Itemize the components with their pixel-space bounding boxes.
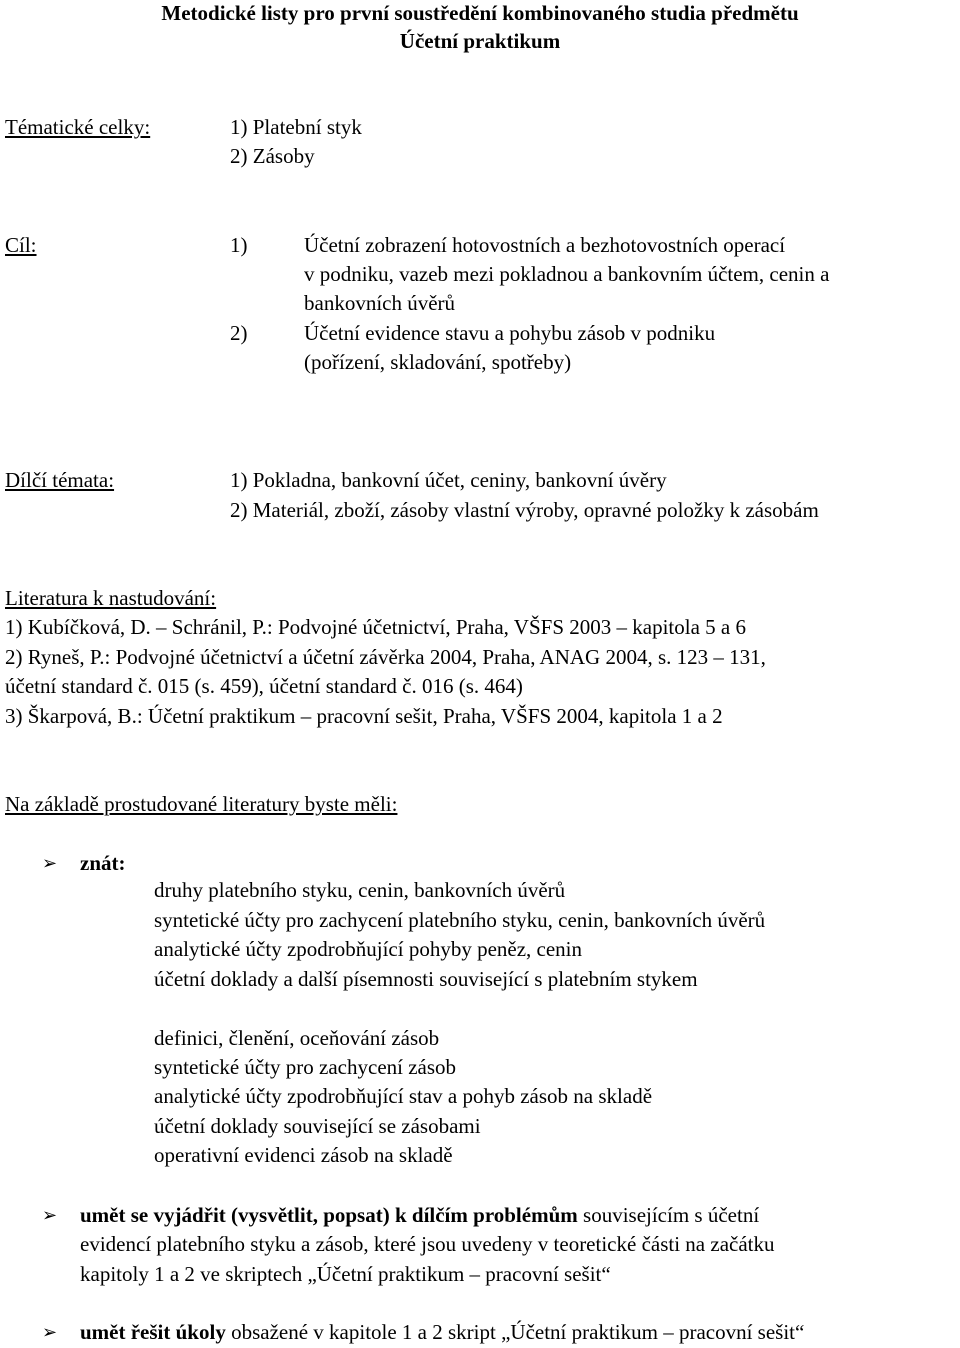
literature-line-4: 3) Škarpová, B.: Účetní praktikum – pracovní sešit, Praha, VŠFS 2004, kapitola 1 a 2 <box>5 704 723 728</box>
subtopic-1: 1) Pokladna, bankovní účet, ceniny, bankovní úvěry <box>230 468 667 492</box>
goal-2-line-2: (pořízení, skladování, spotřeby) <box>304 350 572 374</box>
goal-label: Cíl: <box>5 233 37 257</box>
literature-label: Literatura k nastudování: <box>5 586 217 610</box>
literature-line-2: 2) Ryneš, P.: Podvojné účetnictví a účetní závěrka 2004, Praha, ANAG 2004, s. 123 – 131, <box>5 645 766 669</box>
goal-2-line-1: Účetní evidence stavu a pohybu zásob v podniku <box>304 321 716 345</box>
literature-line-1: 1) Kubíčková, D. – Schránil, P.: Podvojné účetnictví, Praha, VŠFS 2003 – kapitola 5 a 6 <box>5 615 746 639</box>
goal-2-number: 2) <box>230 321 248 345</box>
arrowhead-bullet-icon: ➢ <box>42 1205 58 1225</box>
solve-bold: umět řešit úkoly <box>80 1320 226 1344</box>
subtopics-label: Dílčí témata: <box>5 468 115 492</box>
literature-line-3: účetní standard č. 015 (s. 459), účetní standard č. 016 (s. 464) <box>5 674 523 698</box>
know-item: operativní evidenci zásob na skladě <box>154 1143 453 1167</box>
solve-rest: obsažené v kapitole 1 a 2 skript „Účetní praktikum – pracovní sešit“ <box>225 1320 805 1344</box>
explain-bold: umět se vyjádřit (vysvětlit, popsat) k dílčím problémům <box>80 1203 578 1227</box>
goal-1-number: 1) <box>230 233 248 257</box>
know-item: definici, členění, oceňování zásob <box>154 1026 440 1050</box>
arrowhead-bullet-icon: ➢ <box>42 853 58 873</box>
solve-line <box>80 1318 804 1347</box>
explain-line-3: kapitoly 1 a 2 ve skriptech „Účetní praktikum – pracovní sešit“ <box>80 1262 611 1286</box>
know-item: syntetické účty pro zachycení platebního styku, cenin, bankovních úvěrů <box>154 908 766 932</box>
know-item: účetní doklady související se zásobami <box>154 1114 481 1138</box>
know-label: znát: <box>80 851 126 875</box>
subtopic-2: 2) Materiál, zboží, zásoby vlastní výroby, opravné položky k zásobám <box>230 498 819 522</box>
goal-1-line-2: v podniku, vazeb mezi pokladnou a bankovním účtem, cenin a <box>304 262 830 286</box>
know-item: druhy platebního styku, cenin, bankovních úvěrů <box>154 878 566 902</box>
explain-rest: souvisejícím s účetní <box>577 1203 760 1227</box>
thematic-unit-1: 1) Platební styk <box>230 115 362 139</box>
title-line-2: Účetní praktikum <box>399 29 561 53</box>
explain-line-1 <box>80 1201 759 1230</box>
goal-1-line-1: Účetní zobrazení hotovostních a bezhotovostních operací <box>304 233 786 257</box>
know-item: analytické účty zpodrobňující pohyby peněz, cenin <box>154 937 583 961</box>
know-item: účetní doklady a další písemnosti související s platebním stykem <box>154 967 698 991</box>
know-item: analytické účty zpodrobňující stav a pohyb zásob na skladě <box>154 1084 653 1108</box>
title-line-1: Metodické listy pro první soustředění kombinovaného studia předmětu <box>161 1 799 25</box>
arrowhead-bullet-icon: ➢ <box>42 1322 58 1342</box>
thematic-units-label: Tématické celky: <box>5 115 151 139</box>
goal-1-line-3: bankovních úvěrů <box>304 291 456 315</box>
know-item: syntetické účty pro zachycení zásob <box>154 1055 457 1079</box>
thematic-unit-2: 2) Zásoby <box>230 144 315 168</box>
explain-line-2: evidencí platebního styku a zásob, které jsou uvedeny v teoretické části na začátku <box>80 1232 775 1256</box>
outcomes-label: Na základě prostudované literatury byste měli: <box>5 792 398 816</box>
